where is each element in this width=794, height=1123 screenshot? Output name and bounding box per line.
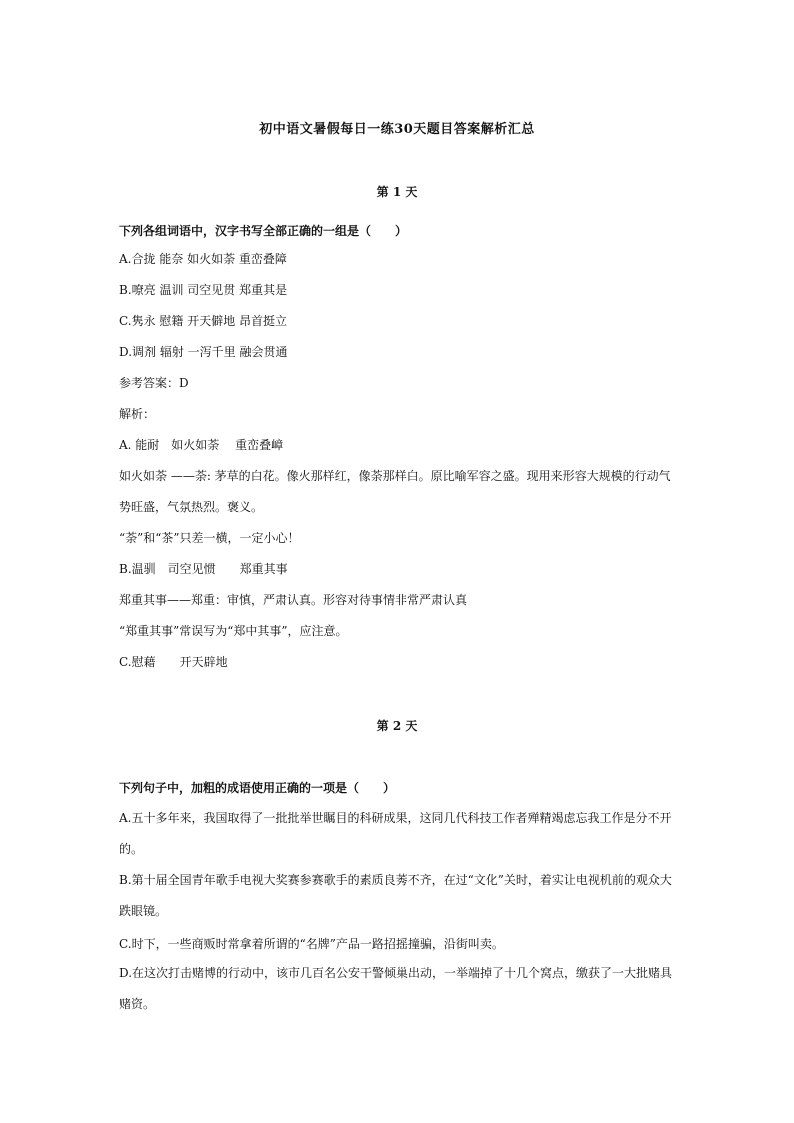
day1-analysis-label: 解析： bbox=[119, 407, 156, 421]
day2-option-a: A.五十多年来，我国取得了一批批举世瞩目的科研成果，这同几代科技工作者殚精竭虑忘我工作是分不开的。 bbox=[119, 811, 672, 856]
day1-analysis-line: B.温驯 司空见惯 郑重其事 bbox=[119, 562, 288, 576]
day2-heading: 第 2 天 bbox=[376, 719, 418, 733]
day1-analysis-line: “荼”和“茶”只差一横，一定小心！ bbox=[119, 531, 300, 545]
day2-option-d: D.在这次打击赌博的行动中，该市几百名公安干警倾巢出动，一举端掉了十几个窝点，缴获了一大批赌具赌资。 bbox=[119, 966, 673, 1011]
day1-analysis-line: “郑重其事”常误写为“郑中其事”，应注意。 bbox=[119, 624, 348, 638]
day1-analysis-line: 郑重其事——郑重：审慎，严肃认真。形容对待事情非常严肃认真 bbox=[119, 593, 468, 607]
day2-question: 下列句子中，加粗的成语使用正确的一项是（ ） bbox=[119, 781, 396, 795]
document-title: 初中语文暑假每日一练30天题目答案解析汇总 bbox=[259, 122, 535, 137]
day1-analysis-line: 如火如荼 ——荼: 茅草的白花。像火那样红，像荼那样白。原比喻军容之盛。现用来形容大规模的行动气 bbox=[119, 469, 671, 483]
day1-question: 下列各组词语中，汉字书写全部正确的一组是（ ） bbox=[119, 224, 408, 238]
day1-option-b: B.嘹亮 温训 司空见贯 郑重其是 bbox=[119, 283, 288, 297]
day1-answer: 参考答案：D bbox=[119, 376, 189, 390]
day1-analysis-line: C.慰藉 开天辟地 bbox=[119, 655, 228, 669]
day1-option-a: A.合拢 能奈 如火如荼 重峦叠障 bbox=[119, 252, 287, 266]
day1-option-c: C.隽永 慰籍 开天僻地 昂首挺立 bbox=[119, 314, 288, 328]
day2-option-b: B.第十届全国青年歌手电视大奖赛参赛歌手的素质良莠不齐，在过“文化”关时，着实让电视机前的观众大跌眼镜。 bbox=[119, 873, 672, 918]
day1-heading: 第 1 天 bbox=[376, 185, 418, 199]
day2-option-c: C.时下，一些商贩时常拿着所谓的“名牌”产品一路招摇撞骗，沿街叫卖。 bbox=[119, 937, 504, 951]
day1-option-d: D.调剂 辐射 一泻千里 融会贯通 bbox=[119, 345, 288, 359]
day1-analysis-line: 势旺盛，气氛热烈。褒义。 bbox=[119, 500, 264, 514]
day1-analysis-line: A. 能耐 如火如荼 重峦叠嶂 bbox=[119, 438, 284, 452]
